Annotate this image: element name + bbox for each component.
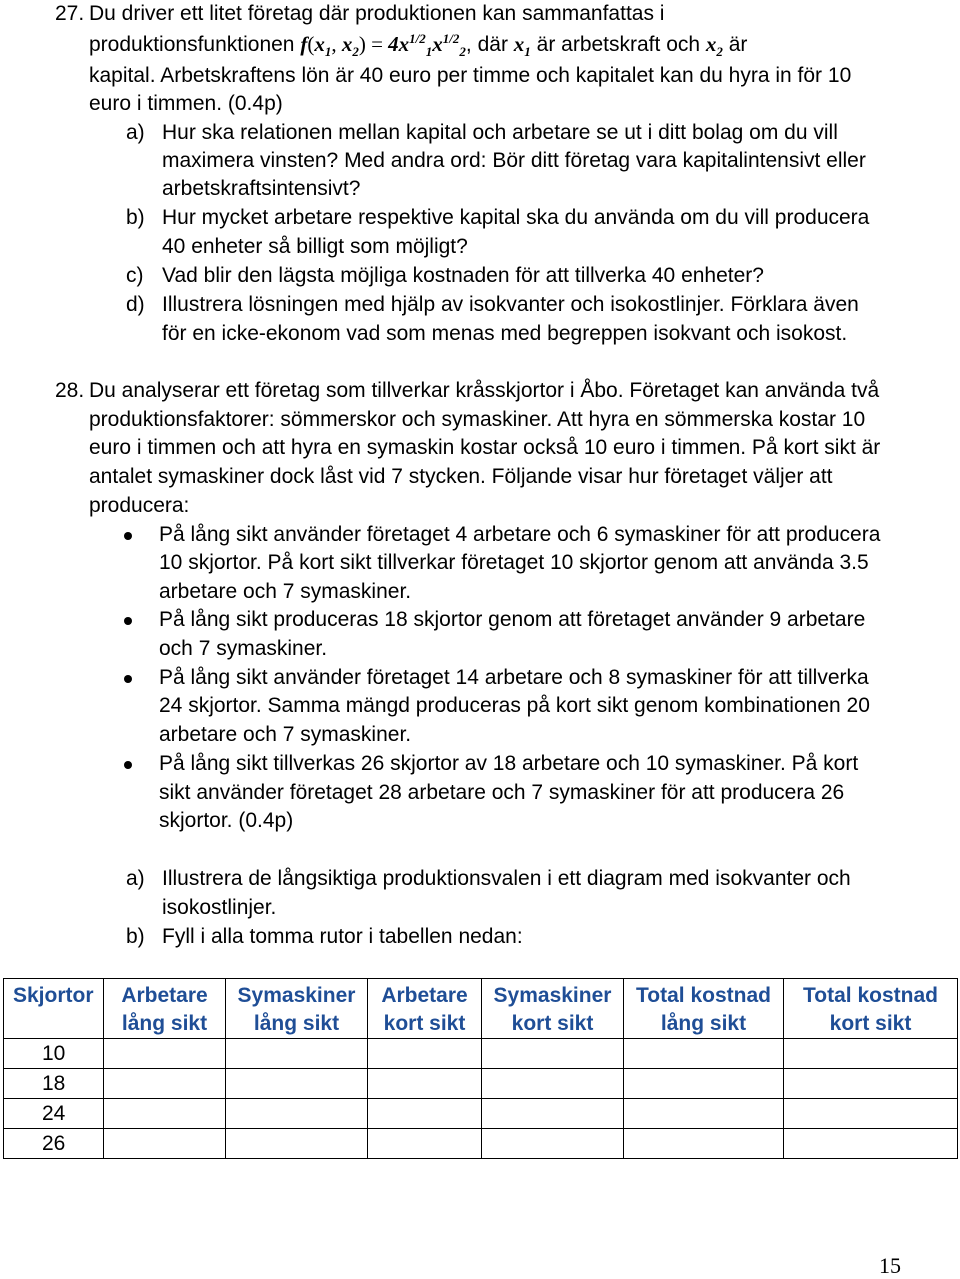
- bullet-1-line-2: 10 skjortor. På kort sikt tillverkar företaget 10 skjortor genom att använda 3.5: [159, 551, 869, 574]
- empty-cell[interactable]: [104, 1039, 226, 1069]
- bullet-1-line-1: På lång sikt använder företaget 4 arbetare och 6 symaskiner för att producera: [159, 523, 881, 546]
- q28-paragraph-line-4: antalet symaskiner dock låst vid 7 stycken. Följande visar hur företaget väljer att: [89, 465, 833, 488]
- table-row: [4, 1039, 958, 1069]
- q27-d-line-1: Illustrera lösningen med hjälp av isokvanter och isokostlinjer. Förklara även: [162, 293, 859, 316]
- q27-c-line-1: Vad blir den lägsta möjliga kostnaden för att tillverka 40 enheter?: [162, 264, 764, 287]
- bullet-3-line-3: arbetare och 7 symaskiner.: [159, 723, 412, 746]
- table-header-row: [4, 979, 958, 1039]
- q28-a-line-2: isokostlinjer.: [162, 896, 277, 919]
- q28-paragraph-line-3: euro i timmen och att hyra en symaskin kostar också 10 euro i timmen. På kort sikt är: [89, 436, 881, 459]
- table-row: [4, 1129, 958, 1159]
- empty-cell[interactable]: [784, 1069, 958, 1099]
- empty-cell[interactable]: [482, 1039, 624, 1069]
- q27-d-label: d): [126, 293, 145, 316]
- empty-cell[interactable]: [368, 1069, 482, 1099]
- empty-cell[interactable]: [104, 1099, 226, 1129]
- empty-cell[interactable]: [784, 1039, 958, 1069]
- q27-a-line-3: arbetskraftsintensivt?: [162, 177, 361, 200]
- q27-d-line-2: för en icke-ekonom vad som menas med begreppen isokvant och isokost.: [162, 322, 848, 345]
- q27-a-line-1: Hur ska relationen mellan kapital och arbetare se ut i ditt bolag om du vill: [162, 121, 838, 144]
- question-number-28: 28.: [55, 379, 85, 402]
- column-header-workers-short-run: Arbetare kort sikt: [368, 979, 482, 1039]
- empty-cell[interactable]: [368, 1039, 482, 1069]
- q27-line2-where: , där: [465, 33, 508, 56]
- bullet-4-line-2: sikt använder företaget 28 arbetare och 7 symaskiner för att producera 26: [159, 781, 845, 804]
- q27-a-line-2: maximera vinsten? Med andra ord: Bör ditt företag vara kapitalintensivt eller: [162, 149, 866, 172]
- table-row: [4, 1099, 958, 1129]
- empty-cell[interactable]: [226, 1069, 368, 1099]
- q27-intro-line-1: Du driver ett litet företag där produktionen kan sammanfattas i: [89, 2, 665, 25]
- bullet-icon: [124, 761, 132, 769]
- q27-a-label: a): [126, 121, 145, 144]
- q27-intro-line-4: euro i timmen. (0.4p): [89, 92, 283, 115]
- column-header-workers-long-run: Arbetare lång sikt: [104, 979, 226, 1039]
- bullet-icon: [124, 617, 132, 625]
- q27-b-line-1: Hur mycket arbetare respektive kapital ska du använda om du vill producera: [162, 206, 870, 229]
- empty-cell[interactable]: [226, 1039, 368, 1069]
- q28-b-label: b): [126, 925, 145, 948]
- page-number: 15: [879, 1253, 901, 1278]
- q27-production-function-label: produktionsfunktionen: [89, 33, 295, 56]
- q27-intro-line-2: [89, 30, 747, 59]
- q27-intro-line-3: kapital. Arbetskraftens lön är 40 euro per timme och kapitalet kan du hyra in för 10: [89, 64, 852, 87]
- empty-cell[interactable]: [104, 1129, 226, 1159]
- bullet-1-line-3: arbetare och 7 symaskiner.: [159, 580, 412, 603]
- q27-c-label: c): [126, 264, 144, 287]
- bullet-icon: [124, 675, 132, 683]
- cell-shirts: 10: [4, 1039, 104, 1069]
- bullet-3-line-2: 24 skjortor. Samma mängd produceras på kort sikt genom kombinationen 20: [159, 694, 870, 717]
- empty-cell[interactable]: [226, 1099, 368, 1129]
- variable-x1: $x_1$: [513, 32, 531, 60]
- q28-paragraph-line-5: producera:: [89, 494, 190, 517]
- empty-cell[interactable]: [784, 1099, 958, 1129]
- empty-cell[interactable]: [482, 1129, 624, 1159]
- variable-x2: $x_2$: [705, 32, 723, 60]
- empty-cell[interactable]: [784, 1129, 958, 1159]
- bullet-2-line-1: På lång sikt produceras 18 skjortor genom att företaget använder 9 arbetare: [159, 608, 866, 631]
- q28-b-line-1: Fyll i alla tomma rutor i tabellen nedan:: [162, 925, 523, 948]
- bullet-4-line-1: På lång sikt tillverkas 26 skjortor av 18 arbetare och 10 symaskiner. På kort: [159, 752, 859, 775]
- empty-cell[interactable]: [368, 1129, 482, 1159]
- production-function-formula: $f(x_1$, $x_2) = 4x^{1/2}_1x^{1/2}_2$: [300, 31, 466, 60]
- production-table: [3, 978, 958, 1159]
- empty-cell[interactable]: [624, 1099, 784, 1129]
- empty-cell[interactable]: [368, 1099, 482, 1129]
- column-header-total-cost-long-run: Total kostnad lång sikt: [624, 979, 784, 1039]
- q27-line2-is: är: [728, 33, 748, 56]
- column-header-machines-short-run: Symaskiner kort sikt: [482, 979, 624, 1039]
- cell-shirts: 18: [4, 1069, 104, 1099]
- empty-cell[interactable]: [226, 1129, 368, 1159]
- question-number-27: 27.: [55, 2, 85, 25]
- table-row: [4, 1069, 958, 1099]
- cell-shirts: 24: [4, 1099, 104, 1129]
- q27-b-line-2: 40 enheter så billigt som möjligt?: [162, 235, 468, 258]
- empty-cell[interactable]: [104, 1069, 226, 1099]
- q27-line2-labor: är arbetskraft och: [536, 33, 701, 56]
- q28-paragraph-line-1: Du analyserar ett företag som tillverkar kråsskjortor i Åbo. Företaget kan använda två: [89, 379, 880, 402]
- bullet-2-line-2: och 7 symaskiner.: [159, 637, 328, 660]
- q28-a-label: a): [126, 867, 145, 890]
- q28-a-line-1: Illustrera de långsiktiga produktionsvalen i ett diagram med isokvanter och: [162, 867, 851, 890]
- column-header-shirts: Skjortor: [4, 979, 104, 1039]
- empty-cell[interactable]: [624, 1069, 784, 1099]
- column-header-total-cost-short-run: Total kostnad kort sikt: [784, 979, 958, 1039]
- q27-b-label: b): [126, 206, 145, 229]
- bullet-4-line-3: skjortor. (0.4p): [159, 809, 294, 832]
- q28-paragraph-line-2: produktionsfaktorer: sömmerskor och symaskiner. Att hyra en sömmerska kostar 10: [89, 408, 866, 431]
- bullet-icon: [124, 532, 132, 540]
- empty-cell[interactable]: [482, 1099, 624, 1129]
- bullet-3-line-1: På lång sikt använder företaget 14 arbetare och 8 symaskiner för att tillverka: [159, 666, 869, 689]
- empty-cell[interactable]: [482, 1069, 624, 1099]
- empty-cell[interactable]: [624, 1039, 784, 1069]
- cell-shirts: 26: [4, 1129, 104, 1159]
- empty-cell[interactable]: [624, 1129, 784, 1159]
- column-header-machines-long-run: Symaskiner lång sikt: [226, 979, 368, 1039]
